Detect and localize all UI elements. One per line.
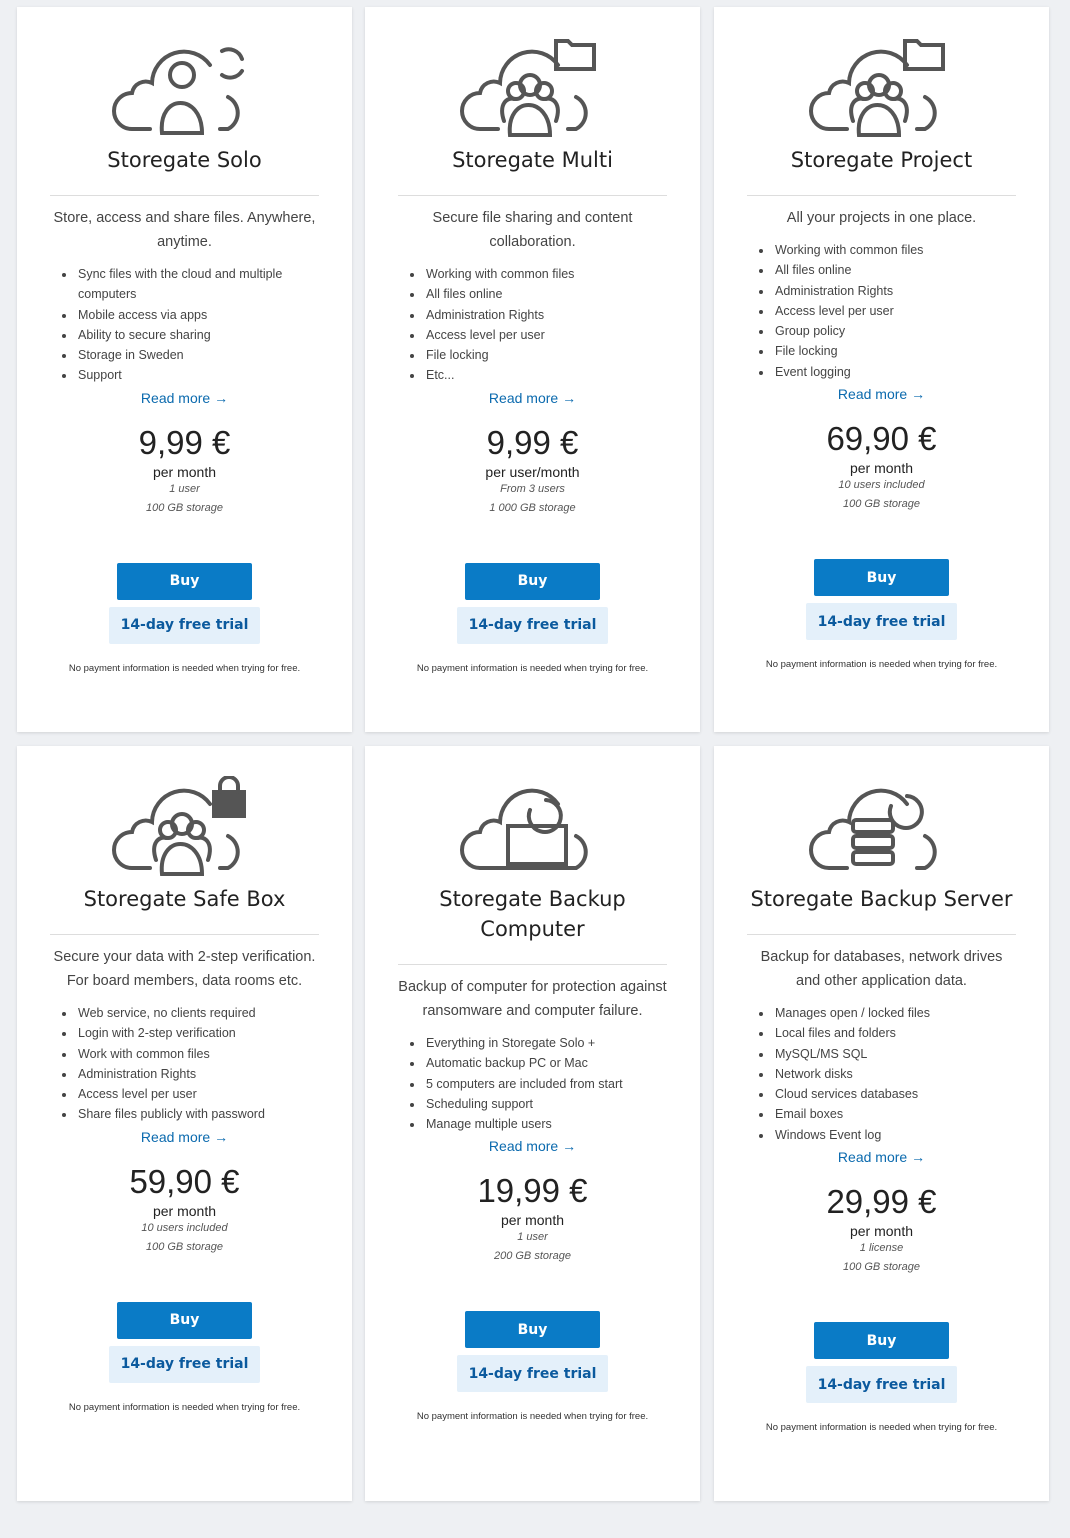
feature-item: • Event logging <box>773 362 923 382</box>
feature-list <box>424 1033 623 1134</box>
read-more-link[interactable]: Read more → <box>837 1149 926 1166</box>
feature-item: • Ability to secure sharing <box>76 325 291 345</box>
payment-footnote: No payment information is needed when trying for free. <box>68 1401 301 1413</box>
plan-note: 200 GB storage <box>493 1250 572 1263</box>
feature-item: • Mobile access via apps <box>76 305 291 325</box>
divider <box>50 195 319 196</box>
plan-note: 10 users included <box>838 479 925 492</box>
price: 9,99 € <box>138 423 231 461</box>
plan-card <box>714 746 1049 1501</box>
feature-item: • Scheduling support <box>424 1094 623 1114</box>
feature-item: • Network disks <box>773 1064 930 1084</box>
feature-item: • Administration Rights <box>76 1064 265 1084</box>
cloud-group-lock-icon <box>110 776 260 880</box>
feature-item: • All files online <box>773 260 923 280</box>
price: 29,99 € <box>826 1183 937 1221</box>
feature-list <box>773 1003 930 1145</box>
feature-item: • File locking <box>424 345 574 365</box>
plan-description: Backup for databases, network drives and other application data. <box>760 949 1003 989</box>
plan-description: Backup of computer for protection against ransomware and computer failure. <box>398 979 667 1019</box>
free-trial-button[interactable]: 14-day free trial <box>806 1366 957 1403</box>
payment-footnote: No payment information is needed when trying for free. <box>416 662 649 674</box>
plan-card <box>17 7 352 732</box>
feature-list <box>76 264 291 386</box>
feature-item: • File locking <box>773 341 923 361</box>
plan-title: Storegate Solo <box>107 148 262 172</box>
billing-period: per month <box>849 1223 914 1240</box>
feature-item: • Sync files with the cloud and multiple computers <box>76 264 291 305</box>
plan-note: 100 GB storage <box>842 1261 921 1274</box>
feature-item: • 5 computers are included from start <box>424 1074 623 1094</box>
buy-button[interactable]: Buy <box>465 563 600 600</box>
feature-item: • Administration Rights <box>773 281 923 301</box>
free-trial-button[interactable]: 14-day free trial <box>806 603 957 640</box>
feature-item: • Login with 2-step verification <box>76 1023 265 1043</box>
plan-note: 1 user <box>169 482 200 495</box>
plan-title: Storegate Safe Box <box>83 887 286 911</box>
read-more-link[interactable]: Read more → <box>837 386 926 403</box>
feature-item: • Administration Rights <box>424 305 574 325</box>
feature-item: • Support <box>76 365 291 385</box>
payment-footnote: No payment information is needed when trying for free. <box>416 1411 649 1423</box>
buy-button[interactable]: Buy <box>117 563 252 600</box>
feature-item: • Work with common files <box>76 1044 265 1064</box>
feature-list <box>424 264 574 386</box>
billing-period: per month <box>500 1212 565 1229</box>
feature-item: • Storage in Sweden <box>76 345 291 365</box>
feature-item: • Email boxes <box>773 1104 930 1124</box>
billing-period: per user/month <box>485 463 580 480</box>
feature-item: • Group policy <box>773 321 923 341</box>
free-trial-button[interactable]: 14-day free trial <box>457 607 608 644</box>
price: 19,99 € <box>477 1172 588 1210</box>
payment-footnote: No payment information is needed when trying for free. <box>765 659 998 671</box>
feature-item: • Working with common files <box>773 240 923 260</box>
price: 9,99 € <box>486 423 579 461</box>
price: 69,90 € <box>826 420 937 458</box>
plan-note: 1 license <box>859 1242 904 1255</box>
feature-list <box>773 240 923 382</box>
payment-footnote: No payment information is needed when trying for free. <box>765 1422 998 1434</box>
divider <box>398 964 667 965</box>
buy-button[interactable]: Buy <box>117 1302 252 1339</box>
divider <box>747 195 1016 196</box>
plan-title: Storegate Backup Server <box>750 887 1013 911</box>
buy-button[interactable]: Buy <box>814 559 949 596</box>
feature-item: • Working with common files <box>424 264 574 284</box>
cloud-user-sync-icon <box>110 37 260 141</box>
cloud-group-folder-icon <box>807 37 957 141</box>
divider <box>747 934 1016 935</box>
plan-card <box>714 7 1049 732</box>
buy-button[interactable]: Buy <box>814 1322 949 1359</box>
free-trial-button[interactable]: 14-day free trial <box>109 1346 260 1383</box>
plan-note: 100 GB storage <box>145 501 224 514</box>
plan-card <box>17 746 352 1501</box>
cloud-computer-backup-icon <box>458 776 608 880</box>
feature-item: • Access level per user <box>76 1084 265 1104</box>
feature-item: • Access level per user <box>773 301 923 321</box>
billing-period: per month <box>152 463 217 480</box>
feature-item: • Etc... <box>424 365 574 385</box>
plan-note: 1 000 GB storage <box>489 501 576 514</box>
feature-item: • Windows Event log <box>773 1125 930 1145</box>
feature-item: • MySQL/MS SQL <box>773 1044 930 1064</box>
divider <box>398 195 667 196</box>
price: 59,90 € <box>129 1162 240 1200</box>
read-more-link[interactable]: Read more → <box>140 1128 229 1145</box>
plan-note: 100 GB storage <box>842 498 921 511</box>
plan-note: 1 user <box>517 1231 548 1244</box>
feature-item: • Share files publicly with password <box>76 1104 265 1124</box>
cloud-group-folder-icon <box>458 37 608 141</box>
plan-note: From 3 users <box>500 482 565 495</box>
plan-card <box>365 746 700 1501</box>
plan-description: Store, access and share files. Anywhere, anytime. <box>53 210 316 250</box>
feature-item: • Everything in Storegate Solo + <box>424 1033 623 1053</box>
cloud-server-backup-icon <box>807 776 957 880</box>
billing-period: per month <box>849 460 914 477</box>
billing-period: per month <box>152 1202 217 1219</box>
divider <box>50 934 319 935</box>
payment-footnote: No payment information is needed when trying for free. <box>68 662 301 674</box>
plan-card <box>365 7 700 732</box>
plan-title: Storegate Project <box>790 148 973 172</box>
feature-item: • Manage multiple users <box>424 1114 623 1134</box>
feature-item: • All files online <box>424 284 574 304</box>
feature-item: • Manages open / locked files <box>773 1003 930 1023</box>
plan-note: 100 GB storage <box>145 1240 224 1253</box>
plan-description: Secure file sharing and content collaboration. <box>432 210 633 250</box>
feature-list <box>76 1003 265 1125</box>
free-trial-button[interactable]: 14-day free trial <box>457 1355 608 1392</box>
feature-item: • Local files and folders <box>773 1023 930 1043</box>
read-more-link[interactable]: Read more → <box>488 1138 577 1155</box>
read-more-link[interactable]: Read more → <box>140 389 229 406</box>
plan-title: Storegate Backup Computer <box>439 887 626 941</box>
feature-item: • Web service, no clients required <box>76 1003 265 1023</box>
plan-note: 10 users included <box>141 1221 228 1234</box>
plan-description: Secure your data with 2-step verification. For board members, data rooms etc. <box>53 949 316 989</box>
read-more-link[interactable]: Read more → <box>488 389 577 406</box>
feature-item: • Access level per user <box>424 325 574 345</box>
feature-item: • Automatic backup PC or Mac <box>424 1053 623 1073</box>
plan-title: Storegate Multi <box>452 148 613 172</box>
buy-button[interactable]: Buy <box>465 1311 600 1348</box>
plan-description: All your projects in one place. <box>786 210 977 226</box>
free-trial-button[interactable]: 14-day free trial <box>109 607 260 644</box>
feature-item: • Cloud services databases <box>773 1084 930 1104</box>
